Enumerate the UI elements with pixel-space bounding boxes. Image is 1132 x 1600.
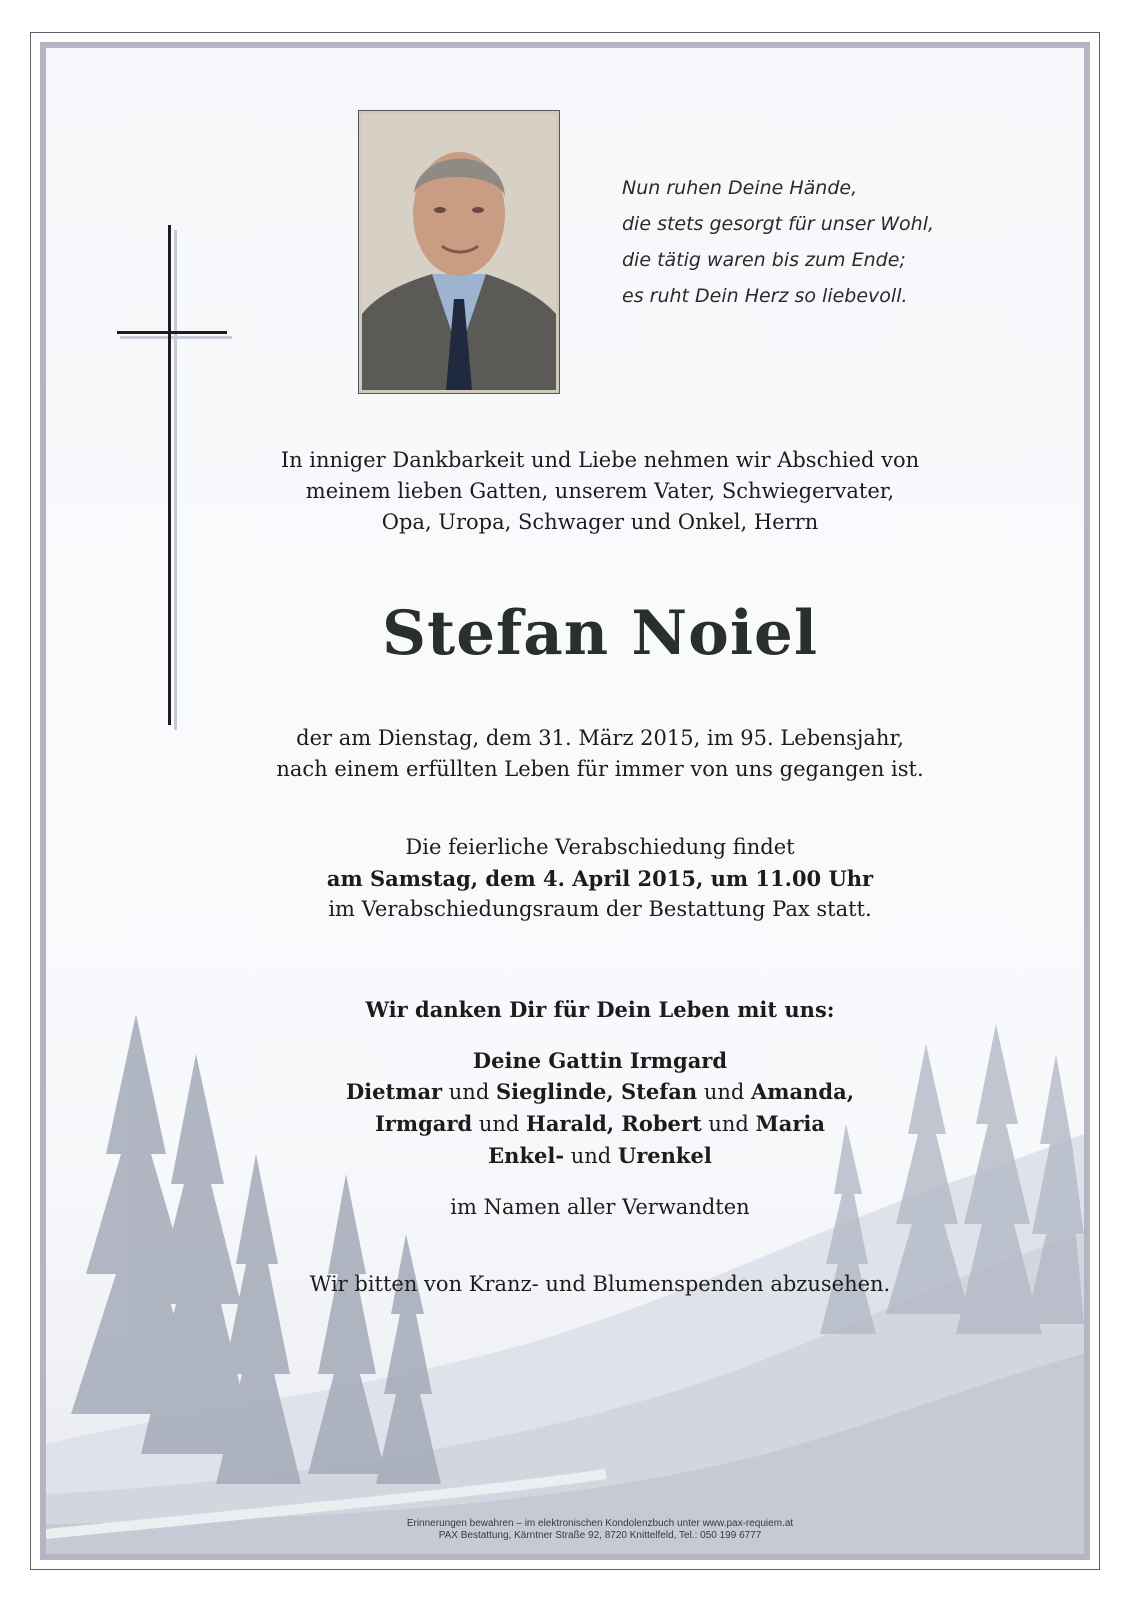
family-name: Urenkel [617,1143,712,1168]
cross-icon [168,225,171,725]
portrait-photo [358,110,560,394]
family-name: Enkel- [488,1143,565,1168]
intro-text [200,445,1000,538]
connector: und [697,1080,752,1104]
family-line [200,1076,1000,1108]
cross-shadow-horizontal [120,336,232,339]
connector: und [701,1112,756,1136]
family-name: Amanda, [751,1079,855,1104]
deceased-name: Stefan Noiel [382,598,818,669]
cross-icon-bar [117,331,227,334]
connector: und [442,1080,496,1104]
intro-line: Opa, Uropa, Schwager und Onkel, Herrn [381,510,819,534]
footer-line: PAX Bestattung, Kärntner Straße 92, 8720 Knittelfeld, Tel.: 050 199 6777 [438,1530,762,1541]
family-name: Dietmar [345,1079,443,1104]
poem-verse [622,170,1002,314]
poem-line: die stets gesorgt für unser Wohl, [622,213,935,235]
family-name: Irmgard [374,1111,473,1136]
ceremony-location: im Verabschiedungsraum der Bestattung Pax statt. [328,897,872,921]
family-name: Maria [755,1111,826,1136]
ceremony-line: Die feierliche Verabschiedung findet [405,835,795,859]
footer-line: Erinnerungen bewahren – im elektronischen Kondolenzbuch unter www.pax-requiem.at [406,1518,794,1529]
family-list [200,1045,1000,1172]
family-line [200,1140,1000,1172]
family-line [200,1108,1000,1140]
poem-line: die tätig waren bis zum Ende; [622,249,906,271]
donation-request: Wir bitten von Kranz- und Blumenspenden abzusehen. [309,1272,891,1296]
intro-line: meinem lieben Gatten, unserem Vater, Schwiegervater, [305,479,895,503]
relatives-note: im Namen aller Verwandten [450,1195,750,1219]
intro-line: In inniger Dankbarkeit und Liebe nehmen wir Abschied von [280,448,920,472]
ceremony-date: am Samstag, dem 4. April 2015, um 11.00 Uhr [326,866,874,891]
thanks-heading: Wir danken Dir für Dein Leben mit uns: [365,997,835,1022]
death-notice-line: nach einem erfüllten Leben für immer von uns gegangen ist. [276,757,924,781]
family-name: Harald, Robert [525,1111,702,1136]
cross-shadow [174,230,177,730]
family-name: Sieglinde, Stefan [495,1079,698,1104]
connector: und [564,1144,618,1168]
connector: und [472,1112,526,1136]
death-notice [200,723,1000,785]
footer [200,1518,1000,1542]
poem-line: Nun ruhen Deine Hände, [622,177,858,199]
poem-line: es ruht Dein Herz so liebevoll. [622,285,908,307]
ceremony-info [200,832,1000,925]
family-line: Deine Gattin Irmgard [472,1048,728,1073]
death-notice-line: der am Dienstag, dem 31. März 2015, im 95. Lebensjahr, [296,726,904,750]
